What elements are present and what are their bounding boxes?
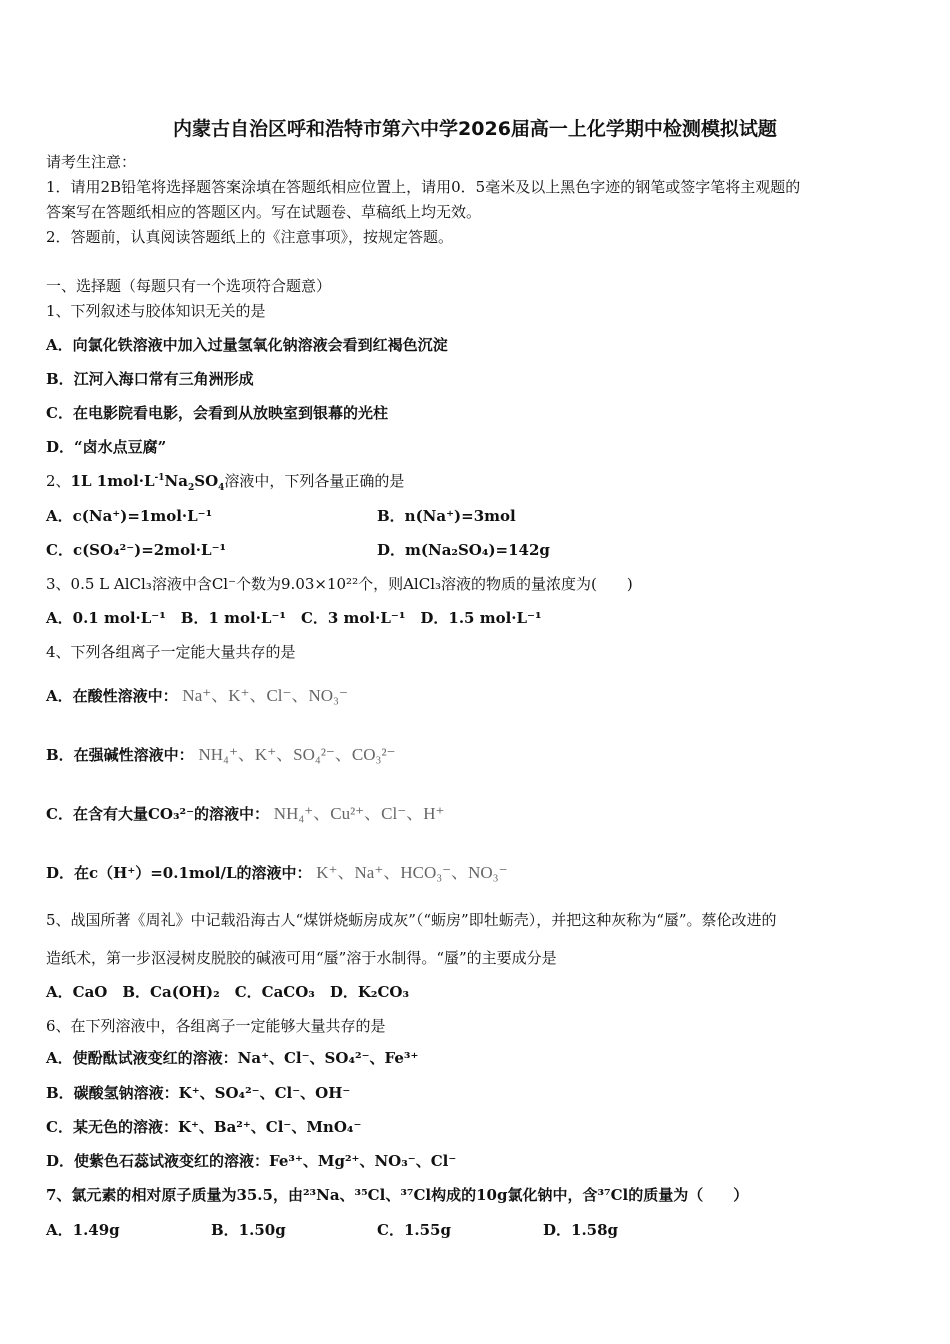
q3-options: A．0.1 mol·L⁻¹ B．1 mol·L⁻¹ C．3 mol·L⁻¹ D．1.5 mol·L⁻¹ <box>46 609 542 627</box>
section-heading: 一、选择题（每题只有一个选项符合题意） <box>46 277 332 295</box>
q2-stem: 2、1L $1mol\cdot L^{-1}Na_2SO_4$溶液中，下列各量正确的是 <box>46 472 405 493</box>
q7-option-d: D．1.58g <box>543 1221 619 1239</box>
notice-heading: 请考生注意： <box>46 153 137 171</box>
q1-option-d: D．“卤水点豆腐” <box>46 438 167 456</box>
q6-stem: 6、在下列溶液中，各组离子一定能够大量共存的是 <box>46 1017 386 1035</box>
q5-stem-line1: 5、战国所著《周礼》中记载沿海古人“煤饼烧蛎房成灰”（“蛎房”即牡蛎壳），并把这种灰称为“蜃”。蔡伦改进的 <box>46 911 777 929</box>
q6-option-c: C．某无色的溶液：K⁺、Ba²⁺、Cl⁻、MnO₄⁻ <box>46 1118 362 1136</box>
q6-option-d: D．使紫色石蕊试液变红的溶液：Fe³⁺、Mg²⁺、NO₃⁻、Cl⁻ <box>46 1152 457 1170</box>
q4-c-ions: NH₄⁺、Cu²⁺、Cl⁻、H⁺ <box>273 804 445 823</box>
q4-b-ions: NH₄⁺、K⁺、SO₄²⁻、CO₃²⁻ <box>198 745 396 764</box>
q7-option-c: C．1.55g <box>377 1221 451 1239</box>
q2-option-a: A．c(Na⁺)=1mol·L⁻¹ <box>46 507 213 525</box>
q4-option-b: B．在强碱性溶液中： NH₄⁺、K⁺、SO₄²⁻、CO₃²⁻ <box>46 745 396 764</box>
notice-line-1b: 答案写在答题纸相应的答题区内。写在试题卷、草稿纸上均无效。 <box>46 203 482 221</box>
q5-options: A．CaO B．Ca(OH)₂ C．CaCO₃ D．K₂CO₃ <box>46 983 410 1001</box>
q2-option-b: B．n(Na⁺)=3mol <box>377 507 516 525</box>
q5-stem-line2: 造纸术，第一步沤浸树皮脱胶的碱液可用“蜃”溶于水制得。“蜃”的主要成分是 <box>46 949 557 967</box>
q3-stem: 3、0.5 L AlCl₃溶液中含Cl⁻个数为9.03×10²²个，则AlCl₃溶液的物质的量浓度为( ) <box>46 575 633 593</box>
q7-option-a: A．1.49g <box>46 1221 120 1239</box>
q6-option-b: B．碳酸氢钠溶液：K⁺、SO₄²⁻、Cl⁻、OH⁻ <box>46 1084 351 1102</box>
q6-option-a: A．使酚酞试液变红的溶液：Na⁺、Cl⁻、SO₄²⁻、Fe³⁺ <box>46 1049 419 1067</box>
q7-stem: 7、氯元素的相对原子质量为35.5，由²³Na、³⁵Cl、³⁷Cl构成的10g氯化钠中，含³⁷Cl的质量为（ ） <box>46 1186 749 1204</box>
q7-option-b: B．1.50g <box>211 1221 286 1239</box>
q1-option-c: C．在电影院看电影，会看到从放映室到银幕的光柱 <box>46 404 388 422</box>
q1-option-a: A．向氯化铁溶液中加入过量氢氧化钠溶液会看到红褐色沉淀 <box>46 336 448 354</box>
q1-option-b: B．江河入海口常有三角洲形成 <box>46 370 254 388</box>
page-title: 内蒙古自治区呼和浩特市第六中学2026届高一上化学期中检测模拟试题 <box>173 118 777 140</box>
notice-line-1a: 1．请用2B铅笔将选择题答案涂填在答题纸相应位置上，请用0．5毫米及以上黑色字迹的钢笔或签字笔将主观题的 <box>46 178 801 196</box>
q4-option-a: A．在酸性溶液中： Na⁺、K⁺、Cl⁻、NO₃⁻ <box>46 686 348 705</box>
q4-d-ions: K⁺、Na⁺、HCO₃⁻、NO₃⁻ <box>316 863 508 882</box>
q4-stem: 4、下列各组离子一定能大量共存的是 <box>46 643 296 661</box>
notice-line-2: 2．答题前，认真阅读答题纸上的《注意事项》，按规定答题。 <box>46 228 454 246</box>
q2-option-c: C．c(SO₄²⁻)=2mol·L⁻¹ <box>46 541 227 559</box>
q1-stem: 1、下列叙述与胶体知识无关的是 <box>46 302 266 320</box>
q4-option-d: D．在c（H⁺）=0.1mol/L的溶液中： K⁺、Na⁺、HCO₃⁻、NO₃⁻ <box>46 863 508 882</box>
q2-option-d: D．m(Na₂SO₄)=142g <box>377 541 550 559</box>
q4-option-c: C．在含有大量CO₃²⁻的溶液中： NH₄⁺、Cu²⁺、Cl⁻、H⁺ <box>46 804 445 823</box>
q4-a-ions: Na⁺、K⁺、Cl⁻、NO₃⁻ <box>182 686 348 705</box>
